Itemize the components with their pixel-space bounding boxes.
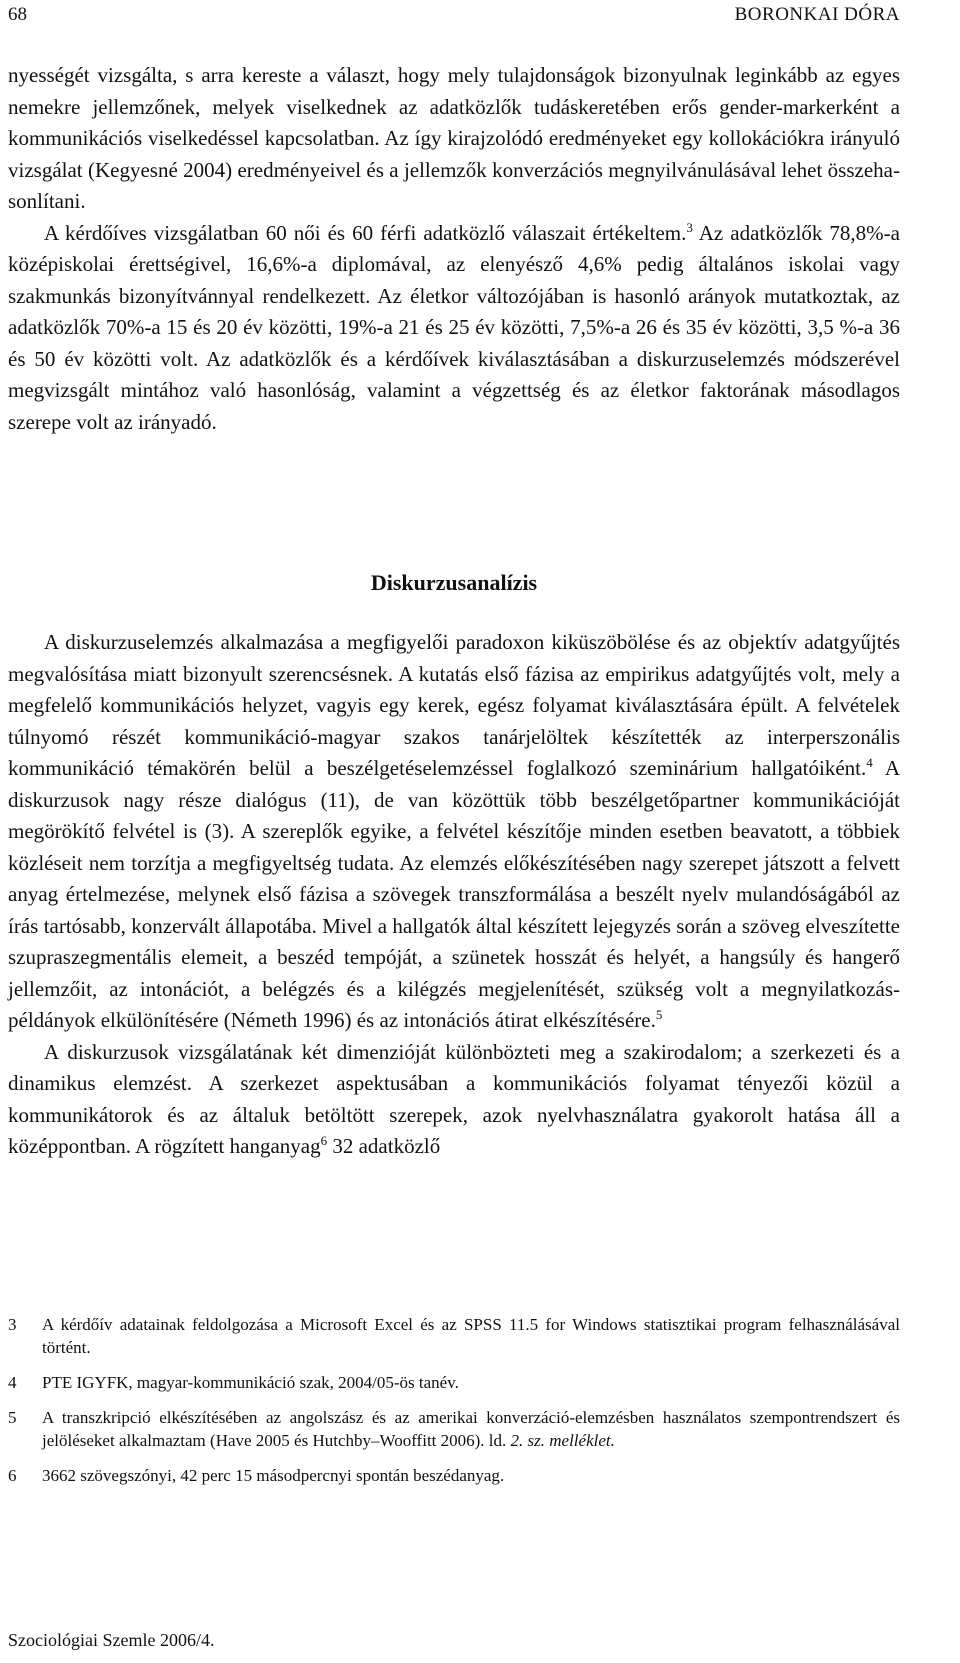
paragraph-text: A kérdőíves vizsgálatban 60 női és 60 férfi adatközlő válaszait értékeltem. (44, 220, 687, 245)
section-heading: Diskurzusanalízis (370, 570, 538, 595)
footnote-marker[interactable]: 3 (686, 219, 693, 235)
footnote (8, 1313, 900, 1359)
paragraph-text: Az adatközlők 78,8%-a középiskolai érettségivel, 16,6%-a diplomával, az elenyésző 4,6% pedig általános iskolai vagy szakmunkás bizonyítvánnyal rendelkezett. Az életkor változójában is hasonló arányok mutatkoztak, az adatközlők 70%-a 15 és 20 év közötti, 19%-a 21 és 25 év közötti, 7,5%-a 26 és 35 év közötti, 3,5 %-a 36 és 50 év közötti volt. Az adatközlők és a kérdőívek kiválasztásában a diskurzuselemzés módszerével megvizsgált mintához való hasonlóság, valamint a végzettség és az életkor faktorának másodlagos szerepe volt az irányadó. (8, 220, 900, 434)
footnote (8, 1464, 900, 1487)
page-number: 68 (8, 4, 27, 25)
paragraph-text: 32 adatközlő (327, 1134, 441, 1158)
running-header (8, 2, 900, 28)
footnote-text (42, 1406, 900, 1452)
body-paragraph: nyességét vizsgálta, s arra kereste a választ, hogy mely tulajdonságok bizonyulnak leginkább az egyes nemekre jellemzőnek, melyek viselkednek az adatközlők tudáskeretében erős gender-markerként a kommunikációs viselkedéssel kapcsolatban. Az így kirajzolódó eredményeket egy kollokációkra irányuló vizsgálat (Kegyesné 2004) eredményeivel és a jellemzők konverzációs megnyilvánulásával lehet összehasonlítani. (8, 63, 900, 213)
footnote-number: 4 (8, 1373, 17, 1392)
footnote-marker[interactable]: 5 (655, 1007, 663, 1022)
paragraph-text: A diskurzusok vizsgálatának két dimenzióját különbözteti meg a szakirodalom; a szerkezeti és a dinamikus elemzést. A szerkezet aspektusában a kommunikációs folyamat tényezői közül a kommunikátorok és az általuk betöltött szerepek, azok nyelvhasználatra gyakorolt hatása áll a középpontban. A rögzített hanganyag (8, 1039, 900, 1158)
body-paragraph (8, 218, 900, 439)
body-paragraph (8, 1037, 900, 1163)
section-body-text (8, 627, 900, 1163)
footnote-text: PTE IGYFK, magyar-kommunikáció szak, 2004/05-ös tanév. (42, 1373, 459, 1392)
body-text (8, 60, 900, 438)
footnote-text-main: A transzkripció elkészítésében az angolszász és az amerikai konverzáció-elemzésben használatos szempontrendszert és jelöléseket alkalmaztam (Have 2005 és Hutchby–Wooffitt 2006). ld. (42, 1408, 900, 1450)
footnote-number: 3 (8, 1315, 17, 1334)
footnote (8, 1406, 900, 1452)
footnote-marker[interactable]: 4 (866, 755, 873, 770)
paragraph-text: A diskurzuselemzés alkalmazása a megfigyelői paradoxon kiküszöbölése és az objektív adatgyűjtés megvalósítása miatt bizonyult szerencsésnek. A kutatás első fázisa az empirikus adatgyűjtés volt, mely a megfelelő kommunikációs helyzet, vagyis egy kerek, egész folyamat kiválasztására épült. A felvételek túlnyomó részét kommunikáció-magyar szakos tanárjelöltek készítették az interperszonális kommunikáció témakörén belül a beszélgetéselemzéssel foglalkozó szeminárium hallgatóiként. (8, 630, 900, 780)
document-page (8, 0, 900, 1663)
footnote (8, 1371, 900, 1394)
paragraph-text: A diskurzusok nagy része dialógus (11), de van közöttük több beszélgetőpartner kommunikációját megörökítő felvétel is (3). A szereplők egyike, a felvétel készítője minden esetben beavatott, a többiek közléseit nem torzítja a megfigyeltség tudata. Az elemzés előkészítésében nagy szerepet játszott a felvett anyag értelmezése, melynek első fázisa a szövegek transzformálása a beszélt nyelv mulandóságából az írás tartósabb, konzervált állapotába. Mivel a hallgatók által készített lejegyzés során a szöveg elveszítette szupraszegmentális elemeit, a beszéd tempóját, a szünetek hosszát és helyét, a hangsúly és hangerő jellemzőit, az intonációt, a belégzés és a kilégzés megjelenítését, szükség volt a megnyilatkozás-példányok elkülönítésére (Németh 1996) és az intonációs átirat elkészítésére. (8, 756, 901, 1032)
footnote-number: 6 (8, 1466, 17, 1485)
footnote-text: 3662 szövegszónyi, 42 perc 15 másodpercnyi spontán beszédanyag. (42, 1466, 505, 1485)
footnote-text: A kérdőív adatainak feldolgozása a Microsoft Excel és az SPSS 11.5 for Windows statisztikai program felhasználásával történt. (42, 1315, 900, 1357)
body-paragraph (8, 627, 900, 1037)
footnotes (8, 1313, 900, 1499)
running-header-author: BORONKAI DÓRA (734, 4, 900, 25)
footnote-number: 5 (8, 1408, 17, 1427)
footnote-text-italic: 2. sz. melléklet. (510, 1431, 615, 1450)
footnote-marker[interactable]: 6 (320, 1133, 328, 1148)
running-footer: Szociológiai Szemle 2006/4. (8, 1630, 215, 1650)
